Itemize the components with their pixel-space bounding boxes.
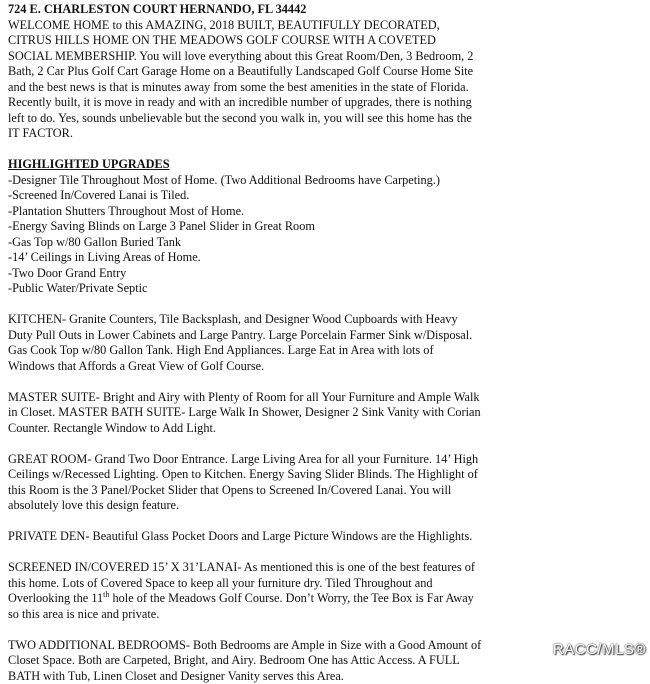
lanai-line: SCREENED IN/COVERED 15’ X 31’LANAI- As mentioned this is one of the best features of [8,560,648,576]
great-room-paragraph [8,452,648,514]
upgrade-item: -Public Water/Private Septic [8,281,648,297]
kitchen-line: KITCHEN- Granite Counters, Tile Backsplash, and Designer Wood Cupboards with Heavy [8,312,648,328]
master-line: Counter. Rectangle Window to Add Light. [8,421,648,437]
upgrade-item: -Two Door Grand Entry [8,266,648,282]
den-paragraph [8,529,648,545]
bedrooms-line: Closet Space. Both are Carpeted, Bright, and Airy. Bedroom One has Attic Access. A FULL [8,653,648,669]
master-line: in Closet. MASTER BATH SUITE- Large Walk In Shower, Designer 2 Sink Vanity with Corian [8,405,648,421]
intro-line: Bath, 2 Car Plus Golf Cart Garage Home on a Beautifully Landscaped Golf Course Home Site [8,64,648,80]
kitchen-line: Windows that Affords a Great View of Golf Course. [8,359,648,375]
lanai-paragraph [8,560,648,622]
great-room-line: Ceilings w/Recessed Lighting. Open to Kitchen. Energy Saving Slider Blinds. The Highlight of [8,467,648,483]
intro-line: Recently built, it is move in ready and with an incredible number of upgrades, there is nothing [8,95,648,111]
intro-paragraph [8,18,648,142]
upgrade-item: -14’ Ceilings in Living Areas of Home. [8,250,648,266]
master-line: MASTER SUITE- Bright and Airy with Plenty of Room for all Your Furniture and Ample Walk [8,390,648,406]
upgrades-list [8,173,648,297]
den-line: PRIVATE DEN- Beautiful Glass Pocket Doors and Large Picture Windows are the Highlights. [8,529,648,545]
intro-line: and the best news is that is minutes away from some the best amenities in the state of Florida. [8,80,648,96]
great-room-line: absolutely love this design feature. [8,498,648,514]
upgrade-item: -Energy Saving Blinds on Large 3 Panel Slider in Great Room [8,219,648,235]
kitchen-line: Gas Cook Top w/80 Gallon Tank. High End Appliances. Large Eat in Area with lots of [8,343,648,359]
intro-line: SOCIAL MEMBERSHIP. You will love everything about this Great Room/Den, 3 Bedroom, 2 [8,49,648,65]
bedrooms-line: BATH with Tub, Linen Closet and Designer Vanity serves this Area. [8,669,648,684]
intro-line: IT FACTOR. [8,126,648,142]
lanai-text: hole of the Meadows Golf Course. Don’t Worry, the Tee Box is Far Away [109,591,473,605]
lanai-line: so this area is nice and private. [8,607,648,623]
upgrade-item: -Designer Tile Throughout Most of Home. (Two Additional Bedrooms have Carpeting.) [8,173,648,189]
intro-line: CITRUS HILLS HOME ON THE MEADOWS GOLF COURSE WITH A COVETED [8,33,648,49]
intro-line: left to do. Yes, sounds unbelievable but the second you walk in, you will see this home has the [8,111,648,127]
lanai-text: Overlooking the 11 [8,591,103,605]
mls-watermark: RACC/MLS® [553,641,646,658]
ordinal-suffix: th [103,590,109,599]
lanai-line: this home. Lots of Covered Space to keep all your furniture dry. Tiled Throughout and [8,576,648,592]
great-room-line: this Room is the 3 Panel/Pocket Slider that Opens to Screened In/Covered Lanai. You will [8,483,648,499]
upgrades-heading: HIGHLIGHTED UPGRADES [8,157,648,173]
upgrade-item: -Screened In/Covered Lanai is Tiled. [8,188,648,204]
lanai-line [8,591,648,607]
bedrooms-line: TWO ADDITIONAL BEDROOMS- Both Bedrooms are Ample in Size with a Good Amount of [8,638,648,654]
upgrade-item: -Plantation Shutters Throughout Most of Home. [8,204,648,220]
master-suite-paragraph [8,390,648,437]
property-address: 724 E. CHARLESTON COURT HERNANDO, FL 34442 [8,2,648,18]
kitchen-line: Duty Pull Outs in Lower Cabinets and Large Pantry. Large Porcelain Farmer Sink w/Disposal. [8,328,648,344]
listing-document [8,0,648,684]
upgrade-item: -Gas Top w/80 Gallon Buried Tank [8,235,648,251]
great-room-line: GREAT ROOM- Grand Two Door Entrance. Large Living Area for all your Furniture. 14’ High [8,452,648,468]
intro-line: WELCOME HOME to this AMAZING, 2018 BUILT, BEAUTIFULLY DECORATED, [8,18,648,34]
kitchen-paragraph [8,312,648,374]
